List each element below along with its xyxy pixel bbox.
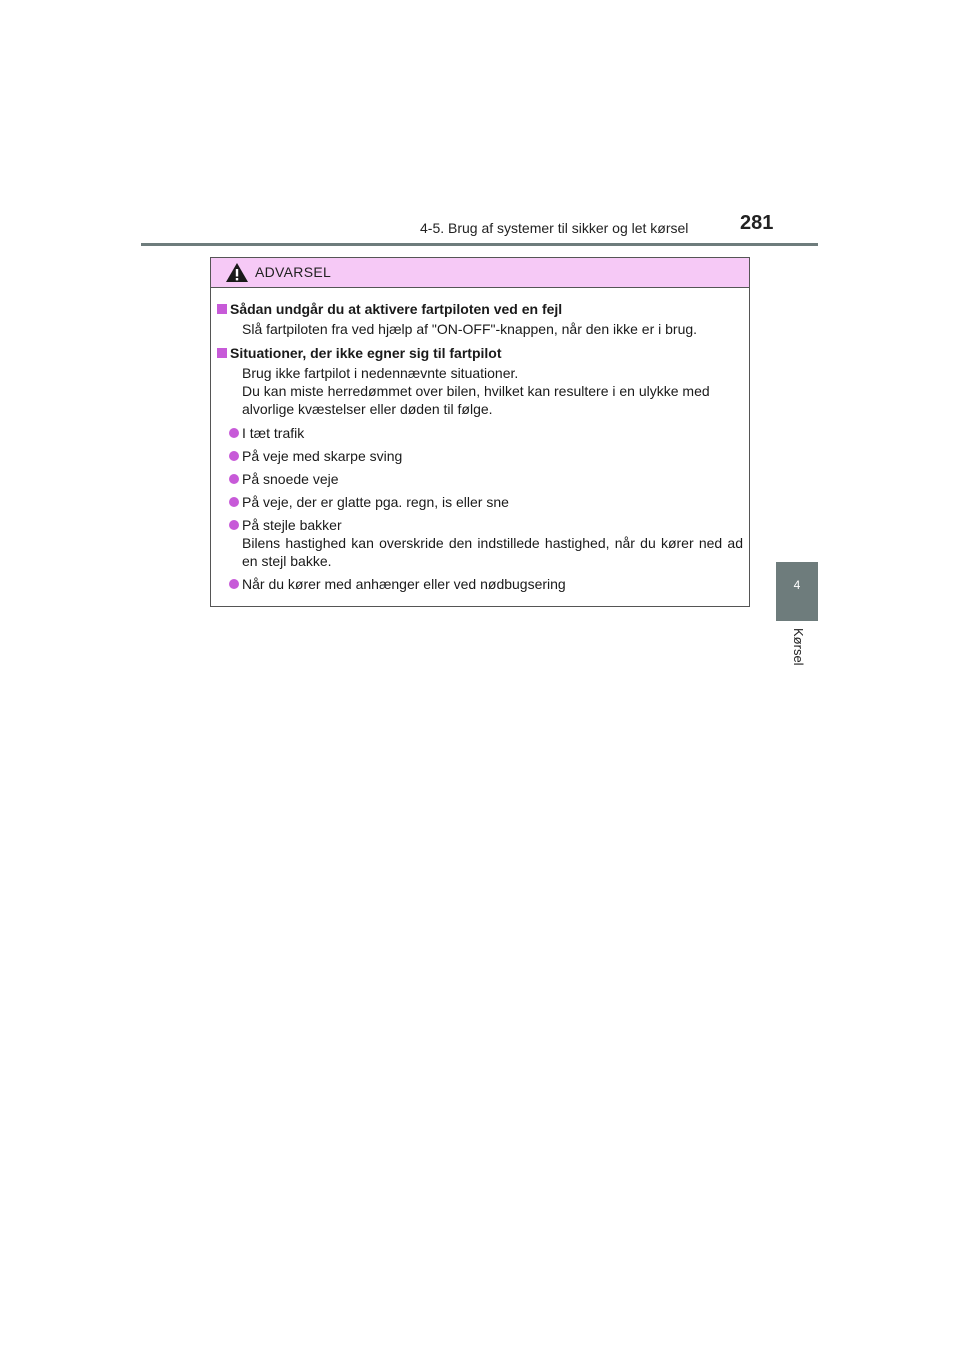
bullet-list [216,424,743,593]
section-text-line: Brug ikke fartpilot i nedennævnte situationer. [242,365,519,381]
section-heading-text: Sådan undgår du at aktivere fartpiloten ved en fejl [230,301,563,317]
list-item [216,575,743,593]
list-item [216,516,743,570]
list-item-text: Når du kører med anhænger eller ved nødbugsering [242,576,566,592]
warning-triangle-icon [225,262,249,283]
section-heading-text: Situationer, der ikke egner sig til fartpilot [230,345,502,361]
warning-title: ADVARSEL [255,264,332,280]
square-bullet-icon [217,348,227,358]
page-number: 281 [740,212,774,234]
round-bullet-icon [229,520,239,530]
list-item [216,447,743,465]
list-item [216,470,743,488]
list-item-text: På veje, der er glatte pga. regn, is eller sne [242,494,509,510]
round-bullet-icon [229,451,239,461]
warning-box [210,257,750,607]
warning-section [216,344,743,593]
list-item-text: På stejle bakker [242,517,342,533]
round-bullet-icon [229,579,239,589]
square-bullet-icon [217,304,227,314]
section-text [216,364,743,418]
section-heading [216,344,743,362]
list-item-text: På snoede veje [242,471,339,487]
warning-header [211,258,749,288]
section-heading [216,300,743,318]
round-bullet-icon [229,474,239,484]
warning-body [211,288,749,593]
header-divider [141,243,818,246]
chapter-number: 4 [793,578,801,592]
chapter-tab [776,562,818,621]
warning-section [216,300,743,338]
list-item [216,424,743,442]
list-item [216,493,743,511]
running-header-section-title: 4-5. Brug af systemer til sikker og let kørsel [420,220,689,236]
round-bullet-icon [229,497,239,507]
section-text-line: Du kan miste herredømmet over bilen, hvilket kan resultere i en ulykke med alvorlige kvæstelser eller døden til følge. [242,383,710,417]
list-item-subtext: Bilens hastighed kan overskride den indstillede hastighed, når du kører ned ad en stejl bakke. [242,535,743,569]
list-item-text: På veje med skarpe sving [242,448,403,464]
round-bullet-icon [229,428,239,438]
chapter-label: Kørsel [791,628,806,666]
section-text: Slå fartpiloten fra ved hjælp af "ON-OFF"-knappen, når den ikke er i brug. [242,321,698,337]
list-item-text: I tæt trafik [242,425,305,441]
